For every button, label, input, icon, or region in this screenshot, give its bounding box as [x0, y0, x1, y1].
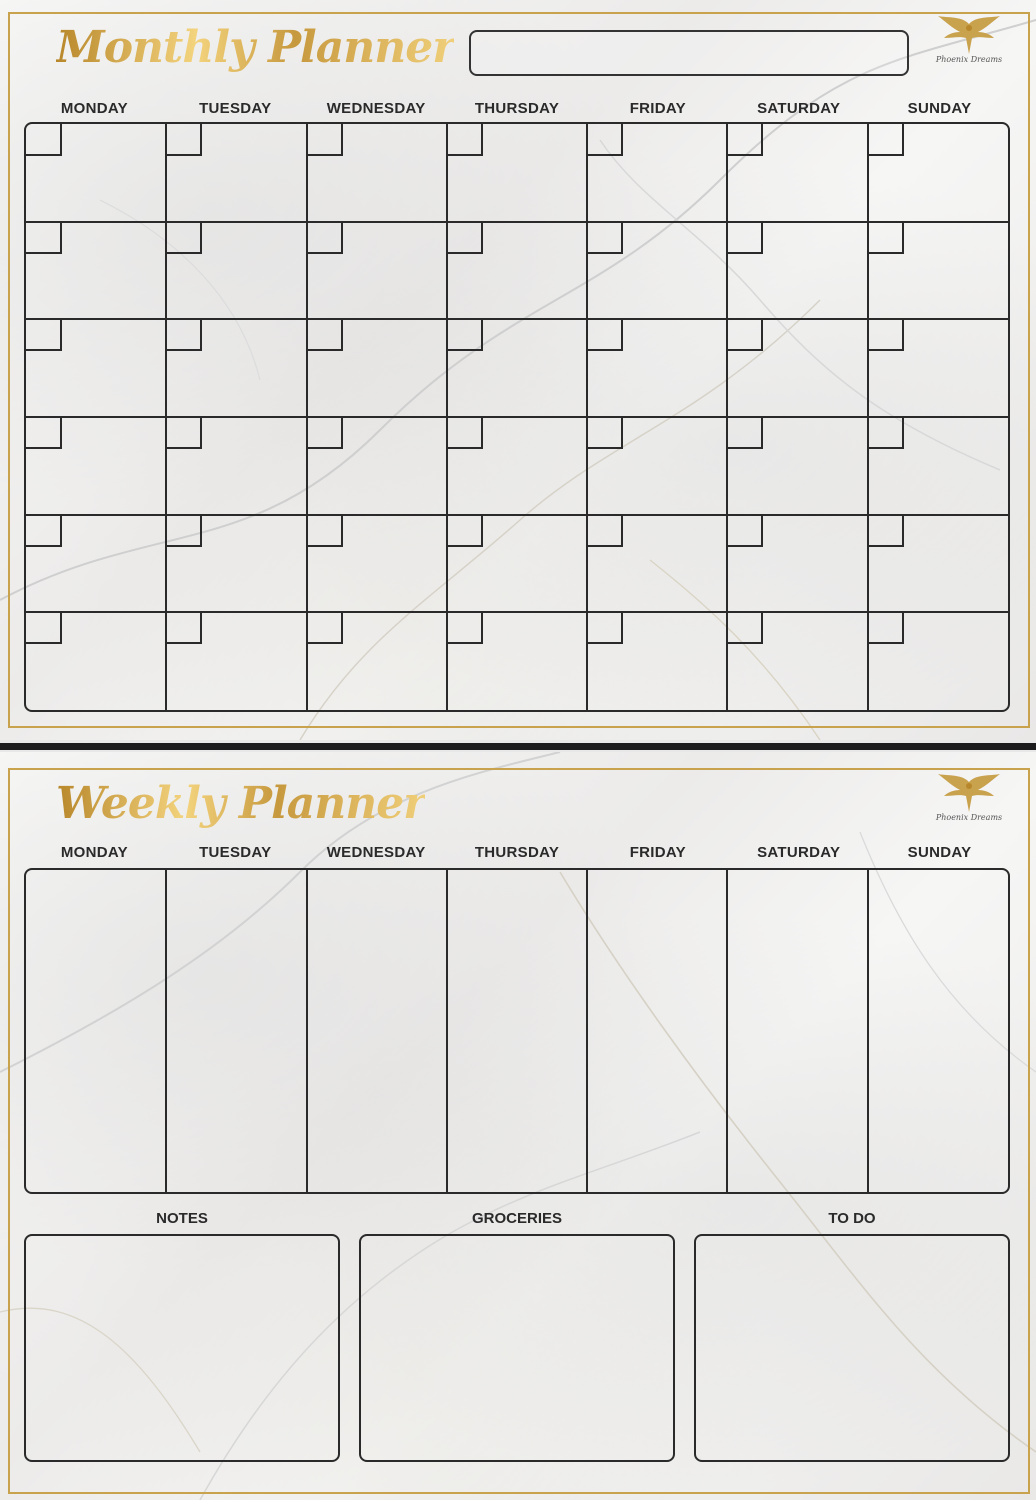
date-number-box[interactable]	[587, 417, 623, 449]
date-number-box[interactable]	[26, 515, 62, 547]
date-number-box[interactable]	[307, 124, 343, 156]
weekly-planner-sheet	[0, 752, 1036, 1500]
day-column-sunday[interactable]	[868, 870, 1008, 1192]
sheet-divider	[0, 740, 1036, 752]
day-cell[interactable]	[307, 319, 447, 417]
week-grid	[24, 868, 1010, 1194]
day-cell[interactable]	[26, 612, 166, 710]
date-number-box[interactable]	[26, 222, 62, 254]
day-header-sunday: SUNDAY	[907, 100, 972, 117]
day-cell[interactable]	[166, 319, 306, 417]
day-cell[interactable]	[447, 319, 587, 417]
date-number-box[interactable]	[447, 124, 483, 156]
day-cell[interactable]	[447, 417, 587, 515]
date-number-box[interactable]	[166, 515, 202, 547]
day-header-thursday: THURSDAY	[474, 100, 560, 117]
day-cell[interactable]	[166, 612, 306, 710]
day-header-monday: MONDAY	[60, 100, 128, 117]
day-cell[interactable]	[587, 515, 727, 613]
logo-text: Phoenix Dreams	[935, 55, 1003, 64]
phoenix-logo-icon	[934, 772, 1004, 836]
day-cell[interactable]	[26, 417, 166, 515]
day-header-sunday: SUNDAY	[907, 844, 972, 861]
date-number-box[interactable]	[166, 612, 202, 644]
day-cell[interactable]	[868, 417, 1008, 515]
day-header-friday: FRIDAY	[629, 100, 686, 117]
date-number-box[interactable]	[868, 515, 904, 547]
day-cell[interactable]	[868, 222, 1008, 320]
page-title: Weekly Planner	[56, 778, 426, 829]
day-column-monday[interactable]	[26, 870, 166, 1192]
groceries-box[interactable]	[359, 1234, 675, 1462]
day-cell[interactable]	[26, 515, 166, 613]
day-cell[interactable]	[587, 612, 727, 710]
day-cell[interactable]	[727, 124, 867, 222]
page-title: Monthly Planner	[56, 22, 455, 73]
day-cell[interactable]	[26, 222, 166, 320]
date-number-box[interactable]	[868, 612, 904, 644]
phoenix-logo-icon	[934, 14, 1004, 78]
date-number-box[interactable]	[447, 222, 483, 254]
day-cell[interactable]	[26, 319, 166, 417]
date-number-box[interactable]	[26, 612, 62, 644]
monthly-planner-sheet	[0, 0, 1036, 740]
date-number-box[interactable]	[727, 222, 763, 254]
day-cell[interactable]	[307, 612, 447, 710]
date-number-box[interactable]	[447, 417, 483, 449]
day-column-tuesday[interactable]	[166, 870, 306, 1192]
day-cell[interactable]	[166, 417, 306, 515]
date-number-box[interactable]	[587, 612, 623, 644]
day-header-wednesday: WEDNESDAY	[326, 100, 426, 117]
date-number-box[interactable]	[727, 124, 763, 156]
date-number-box[interactable]	[868, 222, 904, 254]
section-header-groceries: GROCERIES	[471, 1210, 562, 1227]
day-header-tuesday: TUESDAY	[199, 844, 272, 861]
day-cell[interactable]	[166, 222, 306, 320]
day-cell[interactable]	[166, 124, 306, 222]
day-cell[interactable]	[307, 222, 447, 320]
date-number-box[interactable]	[166, 417, 202, 449]
day-header-wednesday: WEDNESDAY	[326, 844, 426, 861]
day-cell[interactable]	[587, 222, 727, 320]
day-cell[interactable]	[868, 515, 1008, 613]
date-number-box[interactable]	[447, 319, 483, 351]
day-header-monday: MONDAY	[60, 844, 128, 861]
day-column-wednesday[interactable]	[307, 870, 447, 1192]
day-cell[interactable]	[447, 222, 587, 320]
date-number-box[interactable]	[727, 612, 763, 644]
date-number-box[interactable]	[166, 222, 202, 254]
date-number-box[interactable]	[26, 417, 62, 449]
day-cell[interactable]	[307, 417, 447, 515]
date-number-box[interactable]	[868, 124, 904, 156]
day-column-friday[interactable]	[587, 870, 727, 1192]
section-header-notes: NOTES	[156, 1210, 208, 1227]
date-number-box[interactable]	[307, 319, 343, 351]
logo-text: Phoenix Dreams	[935, 813, 1003, 822]
month-name-field[interactable]	[469, 30, 909, 76]
day-cell[interactable]	[587, 124, 727, 222]
day-cell[interactable]	[868, 319, 1008, 417]
date-number-box[interactable]	[587, 124, 623, 156]
date-number-box[interactable]	[307, 417, 343, 449]
date-number-box[interactable]	[307, 222, 343, 254]
date-number-box[interactable]	[307, 515, 343, 547]
day-cell[interactable]	[727, 222, 867, 320]
date-number-box[interactable]	[447, 515, 483, 547]
day-header-friday: FRIDAY	[629, 844, 686, 861]
day-cell[interactable]	[307, 124, 447, 222]
day-cell[interactable]	[868, 612, 1008, 710]
to-do-box[interactable]	[694, 1234, 1010, 1462]
day-cell[interactable]	[868, 124, 1008, 222]
day-column-saturday[interactable]	[727, 870, 867, 1192]
day-cell[interactable]	[587, 417, 727, 515]
date-number-box[interactable]	[166, 124, 202, 156]
date-number-box[interactable]	[727, 319, 763, 351]
day-header-saturday: SATURDAY	[757, 844, 841, 861]
calendar-grid	[24, 122, 1010, 712]
date-number-box[interactable]	[727, 417, 763, 449]
date-number-box[interactable]	[868, 319, 904, 351]
day-cell[interactable]	[26, 124, 166, 222]
date-number-box[interactable]	[587, 222, 623, 254]
day-cell[interactable]	[447, 124, 587, 222]
day-cell[interactable]	[166, 515, 306, 613]
notes-box[interactable]	[24, 1234, 340, 1462]
date-number-box[interactable]	[587, 515, 623, 547]
day-cell[interactable]	[727, 515, 867, 613]
day-cell[interactable]	[727, 319, 867, 417]
day-header-tuesday: TUESDAY	[199, 100, 272, 117]
date-number-box[interactable]	[587, 319, 623, 351]
date-number-box[interactable]	[307, 612, 343, 644]
day-cell[interactable]	[727, 612, 867, 710]
date-number-box[interactable]	[26, 319, 62, 351]
day-header-saturday: SATURDAY	[757, 100, 841, 117]
date-number-box[interactable]	[166, 319, 202, 351]
date-number-box[interactable]	[447, 612, 483, 644]
day-header-thursday: THURSDAY	[474, 844, 560, 861]
date-number-box[interactable]	[868, 417, 904, 449]
day-cell[interactable]	[447, 612, 587, 710]
day-column-thursday[interactable]	[447, 870, 587, 1192]
day-cell[interactable]	[307, 515, 447, 613]
day-cell[interactable]	[727, 417, 867, 515]
day-cell[interactable]	[587, 319, 727, 417]
date-number-box[interactable]	[26, 124, 62, 156]
date-number-box[interactable]	[727, 515, 763, 547]
section-header-to-do: TO DO	[828, 1210, 876, 1227]
day-cell[interactable]	[447, 515, 587, 613]
